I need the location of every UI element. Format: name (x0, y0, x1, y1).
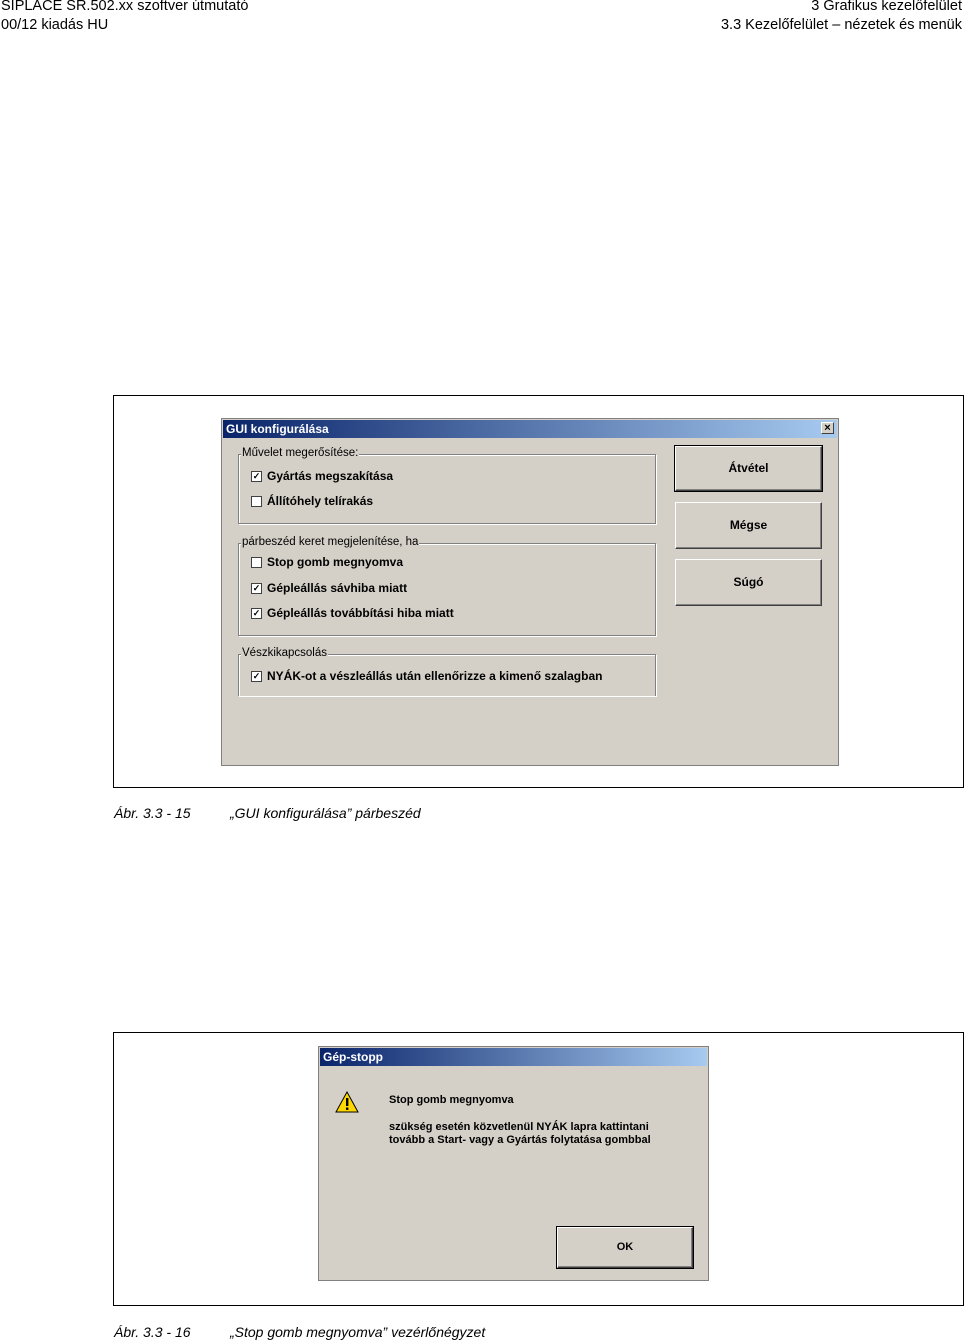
dialog-titlebar (320, 1048, 707, 1066)
ok-button[interactable]: OK (557, 1227, 693, 1268)
checkbox-row[interactable] (251, 554, 403, 570)
figure-caption (114, 805, 421, 821)
checkbox-row[interactable] (251, 668, 602, 684)
warning-icon (335, 1091, 359, 1113)
checkbox[interactable]: ✓ (252, 582, 261, 593)
message-line: tovább a Start- vagy a Gyártás folytatása gombbal (389, 1134, 651, 1146)
figure-caption (114, 1324, 485, 1340)
checkbox[interactable]: ✓ (252, 470, 261, 481)
dialog-title: Gép-stopp (323, 1050, 383, 1064)
group-legend: Művelet megerősítése: (242, 447, 359, 459)
checkbox-row[interactable] (251, 580, 407, 596)
checkbox[interactable]: ✓ (252, 607, 261, 618)
caption-text: „Stop gomb megnyomva” vezérlőnégyzet (230, 1324, 486, 1340)
apply-button[interactable]: Átvétel (675, 446, 822, 491)
group-confirm-action (238, 447, 656, 524)
help-button[interactable]: Súgó (675, 559, 822, 606)
checkbox-row[interactable] (251, 468, 393, 484)
figure-frame (113, 1032, 964, 1306)
group-legend: Vészkikapcsolás (242, 647, 328, 659)
checkbox-row[interactable] (251, 493, 373, 509)
caption-text: „GUI konfigurálása” párbeszéd (230, 805, 421, 821)
figure-frame (113, 395, 964, 788)
checkbox-label: Gépleállás továbbítási hiba miatt (267, 606, 454, 620)
group-legend: párbeszéd keret megjelenítése, ha (242, 536, 419, 548)
checkbox-label: Gépleállás sávhiba miatt (267, 581, 408, 595)
group-show-dialog (238, 536, 656, 636)
section-title: 3.3 Kezelőfelület – nézetek és menük (720, 17, 962, 33)
checkbox-label: Állítóhely telírakás (267, 494, 374, 508)
cancel-button[interactable]: Mégse (675, 502, 822, 549)
group-emergency-stop (238, 647, 656, 696)
checkbox[interactable] (251, 496, 262, 507)
message-line: szükség esetén közvetlenül NYÁK lapra kattintani (389, 1121, 649, 1133)
message-heading: Stop gomb megnyomva (389, 1094, 514, 1106)
gui-config-dialog (221, 418, 839, 766)
checkbox-label: Stop gomb megnyomva (267, 555, 404, 569)
doc-edition: 00/12 kiadás HU (1, 17, 109, 33)
checkbox[interactable] (251, 557, 262, 568)
doc-title: SIPLACE SR.502.xx szoftver útmutató (1, 0, 249, 14)
checkbox-row[interactable] (251, 605, 454, 621)
caption-number: Ábr. 3.3 - 16 (114, 1324, 191, 1340)
caption-number: Ábr. 3.3 - 15 (114, 805, 191, 821)
machine-stop-dialog (318, 1046, 709, 1281)
checkbox-label: Gyártás megszakítása (267, 469, 394, 483)
checkbox[interactable]: ✓ (252, 670, 261, 681)
dialog-titlebar (223, 420, 837, 438)
chapter-title: 3 Grafikus kezelőfelület (811, 0, 962, 14)
checkbox-label: NYÁK-ot a vészleállás után ellenőrizze a kimenő szalagban (267, 669, 603, 683)
dialog-title: GUI konfigurálása (226, 422, 329, 436)
close-icon[interactable]: × (821, 422, 834, 434)
